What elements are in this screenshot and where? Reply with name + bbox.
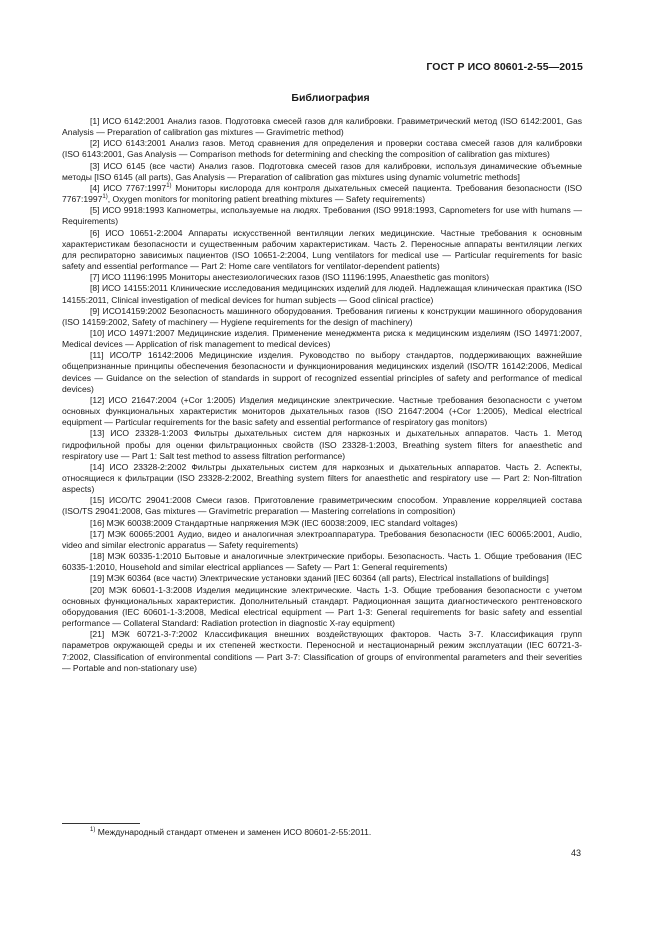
footnote-marker: 1) xyxy=(90,827,96,834)
entry-text: ИСО 10651-2:2004 Аппараты искусственной вентиляции легких медицинские. Частные требования к основным характеристикам безопасности и существенным рабочим характеристикам. Часть 2. Переносные аппараты вентиляции легких для респираторно зависимых пациентов (ISO 10651-2:2004, Lung ventilators for medical use — Particular requirements for basic safety and essential performance — Part 2: Home care ventilators for ventilator-dependent patients) xyxy=(62,227,583,272)
entry-number: [18] xyxy=(90,551,105,562)
bibliography-entry xyxy=(62,161,582,183)
bibliography-list xyxy=(62,116,582,674)
entry-text: МЭК 60335-1:2010 Бытовые и аналогичные электрические приборы. Безопасность. Часть 1. Общие требования (IEC 60335-1:2010, Household and similar electrical appliances — Safety — Part 1: General requirements) xyxy=(62,551,583,573)
entry-text: ИСО 6142:2001 Анализ газов. Подготовка смесей газов для калибровки. Гравиметрический метод (ISO 6142:2001, Gas Analysis — Preparation of calibration gas mixtures — Gravimetric method) xyxy=(62,116,582,138)
entry-number: [21] xyxy=(90,629,105,640)
bibliography-entry xyxy=(62,228,582,273)
footnote-text: Международный стандарт отменен и заменен ИСО 80601-2-55:2011. xyxy=(97,827,372,837)
bibliography-entry xyxy=(62,350,582,395)
bibliography-entry xyxy=(62,629,582,674)
bibliography-entry xyxy=(62,328,582,350)
entry-number: [10] xyxy=(90,327,105,338)
footnote xyxy=(90,827,371,837)
bibliography-entry xyxy=(62,283,582,305)
bibliography-entry xyxy=(62,272,582,283)
entry-text: ИСО 14155:2011 Клинические исследования медицинских изделий для людей. Надлежащая клиническая практика (ISO 14155:2011, Clinical investigation of medical devices for human subjects — Good clinical practice) xyxy=(62,283,582,305)
entry-text: ИСО 11196:1995 Мониторы анестезиологических газов (ISO 11196:1995, Anaesthetic gas monitors) xyxy=(101,272,490,283)
entry-text: ИСО 23328-2:2002 Фильтры дыхательных систем для наркозных и дыхательных аппаратов. Часть 2. Аспекты, относящиеся к фильтрации (ISO 23328-2:2002, Breathing system filters for anaesthetic and respiratory use — Part 2: Non-filtration aspects) xyxy=(62,461,583,495)
entry-number: [13] xyxy=(90,428,105,439)
entry-number: [6] xyxy=(90,227,100,238)
bibliography-entry xyxy=(62,306,582,328)
page-number: 43 xyxy=(570,848,581,858)
entry-text: ИСО 6145 (все части) Анализ газов. Подготовка смесей газов для калибровки, используя динамические объемные методы [ISO 6145 (all parts), Gas Analysis — Preparation of calibration gas mixtures using dynamic volumetric methods] xyxy=(62,160,583,182)
bibliography-entry xyxy=(62,116,582,138)
entry-number: [16] xyxy=(90,517,105,528)
entry-number: [20] xyxy=(90,584,105,595)
entry-number: [14] xyxy=(90,461,105,472)
entry-text: ИСО 23328-1:2003 Фильтры дыхательных систем для наркозных и дыхательных аппаратов. Часть 1. Метод гидрофильной пробы для оценки фильтрационных свойств (ISO 23328-1:2003, Breathing system filters for anaesthetic and respiratory use — Part 1: Salt test method to assess filtration performance) xyxy=(62,428,583,461)
bibliography-entry xyxy=(62,551,582,573)
bibliography-entry xyxy=(62,138,582,160)
bibliography-entry xyxy=(62,573,582,584)
entry-number: [19] xyxy=(90,573,105,584)
section-title: Библиография xyxy=(291,92,370,104)
bibliography-entry xyxy=(62,529,582,551)
entry-text: МЭК 60721-3-7:2002 Классификация внешних воздействующих факторов. Часть 3-7. Классификация групп параметров окружающей среды и их степеней жесткости. Переносной и нестационарный режим эксплуатации (IEC 60721-3-7:2002, Classification of environmental conditions — Part 3-7: Classification of groups of environmental parameters and their severities — Portable and non-stationary use) xyxy=(62,629,582,673)
entry-text: ИСО 21647:2004 (+Cor 1:2005) Изделия медицинские электрические. Частные требования безопасности с учетом основных функциональных характеристик мониторов дыхательных газов (ISO 21647:2004 (+Cor 1:2005), Medical electrical equipment — Particular requirements for the basic safety and essential performance of respiratory gas monitors) xyxy=(62,394,583,428)
entry-text: МЭК 60065:2001 Аудио, видео и аналогичная электроаппаратура. Требования безопасности (IEC 60065:2001, Audio, video and similar electronic apparatus — Safety requirements) xyxy=(62,528,583,550)
entry-text: МЭК 60038:2009 Стандартные напряжения МЭК (IEC 60038:2009, IEC standard voltages) xyxy=(106,517,458,528)
entry-text: ИСО/ТР 16142:2006 Медицинские изделия. Руководство по выбору стандартов, поддерживающих важнейшие общепризнанные принципы обеспечения безопасности и функционирования медицинских изделий (ISO/TR 16142:2006, Medical devices — Guidance on the selection of standards in support of recognized essential principles of safety and performance of medical devices) xyxy=(62,350,582,394)
entry-text: МЭК 60601-1-3:2008 Изделия медицинские электрические. Часть 1-3. Общие требования безопасности с учетом основных функциональных характеристик. Дополнительный стандарт. Радиоционная защита диагностического рентгеновского оборудования (IEC 60601-1-3:2008, Medical electrical equipment — Part 1-3: General requirements for basic safety and essential performance — Collateral Standard: Radiation protection in diagnostic X-ray equipment) xyxy=(62,584,583,629)
entry-text: ИСО 6143:2001 Анализ газов. Метод сравнения для определения и проверки состава смесей газов для калибровки (ISO 6143:2001, Gas Analysis — Comparison methods for determining and checking the composition of calibration gas mixtures) xyxy=(62,138,583,160)
entry-number: [17] xyxy=(90,528,105,539)
bibliography-entry xyxy=(62,395,582,428)
bibliography-entry xyxy=(62,205,582,227)
entry-text: ИСО 7767:1997$^{1)}$ Мониторы кислорода для контроля дыхательных смесей пациента. Требования безопасности (ISO 7767:1997$^{1)}$, Oxygen monitors for monitoring patient breathing mixtures — Safety requirements) xyxy=(62,182,582,205)
entry-text: ИСО/ТС 29041:2008 Смеси газов. Приготовление гравиметрическим способом. Управление корреляцией состава (ISO/TS 29041:2008, Gas mixtures — Gravimetric preparation — Mastering correlations in composition) xyxy=(62,495,582,517)
entry-text: ИСО 14971:2007 Медицинские изделия. Применение менеджмента риска к медицинским изделиям (ISO 14971:2007, Medical devices — Application of risk management to medical devices) xyxy=(62,327,582,350)
entry-number: [1] xyxy=(90,116,100,126)
entry-number: [11] xyxy=(90,350,104,361)
entry-number: [15] xyxy=(90,495,105,506)
entry-number: [9] xyxy=(90,305,100,316)
bibliography-entry xyxy=(62,428,582,461)
entry-number: [4] xyxy=(90,182,100,193)
bibliography-entry xyxy=(62,183,582,205)
entry-number: [2] xyxy=(90,138,100,149)
footnote-separator xyxy=(62,823,140,824)
entry-text: МЭК 60364 (все части) Электрические установки зданий [IEC 60364 (all parts), Electrical installations of buildings] xyxy=(106,573,549,584)
bibliography-entry xyxy=(62,462,582,495)
bibliography-entry xyxy=(62,495,582,517)
entry-number: [5] xyxy=(90,205,100,216)
entry-number: [3] xyxy=(90,160,100,171)
entry-text: ИСО 9918:1993 Капнометры, используемые на людях. Требования (ISO 9918:1993, Capnometers for use with humans — Requirements) xyxy=(62,205,583,227)
document-header: ГОСТ Р ИСО 80601-2-55—2015 xyxy=(426,61,583,73)
entry-number: [8] xyxy=(90,283,100,294)
bibliography-entry xyxy=(62,585,582,630)
bibliography-entry xyxy=(62,518,582,529)
entry-number: [12] xyxy=(90,394,105,405)
entry-text: ИСО14159:2002 Безопасность машинного оборудования. Требования гигиены к конструкции машинного оборудования (ISO 14159:2002, Safety of machinery — Hygiene requirements for the design of machinery) xyxy=(62,305,582,327)
entry-number: [7] xyxy=(90,272,100,283)
